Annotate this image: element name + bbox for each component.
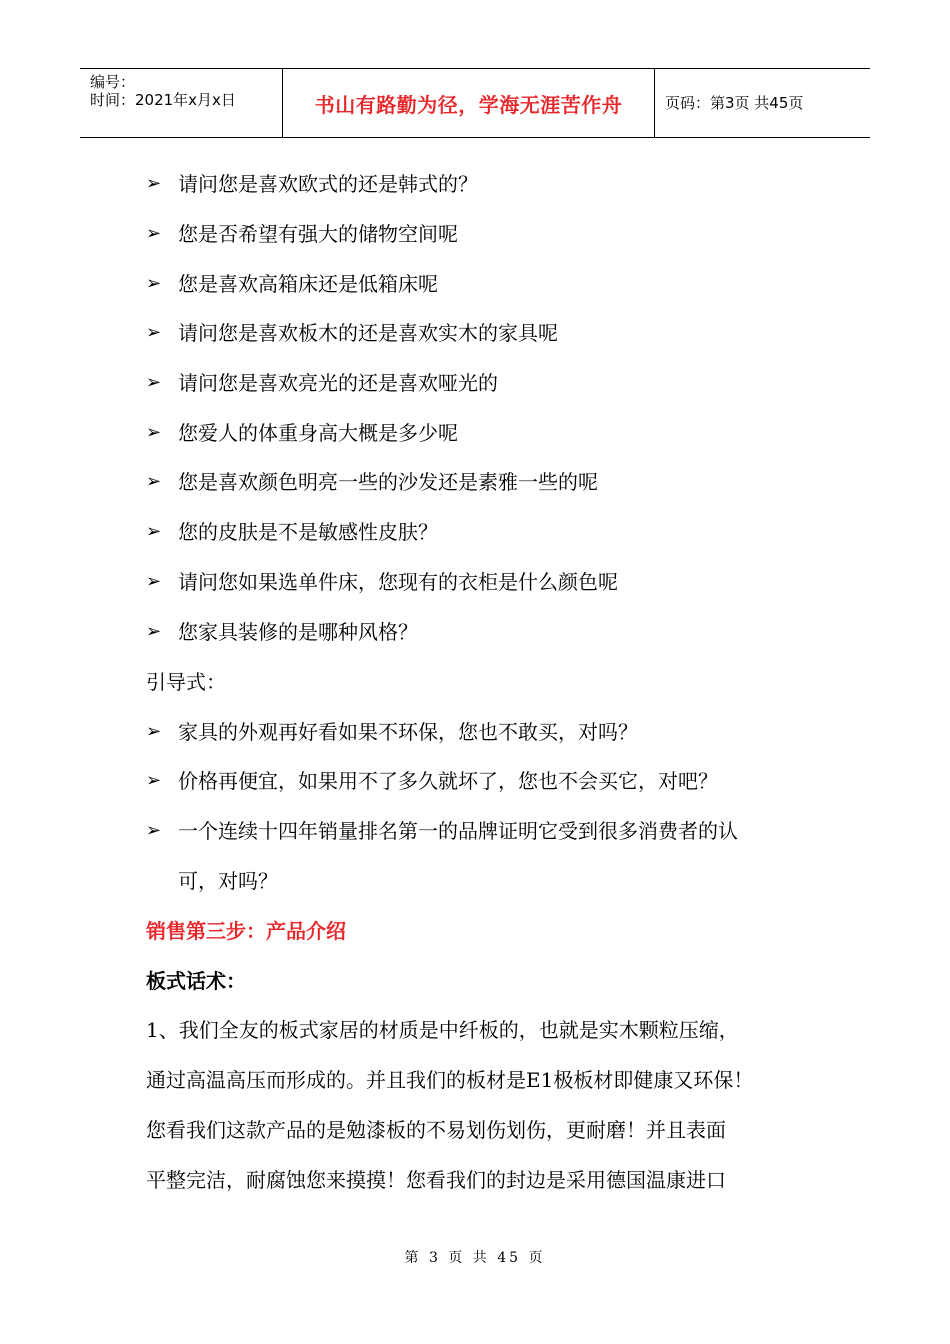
question-item: 您是喜欢高箱床还是低箱床呢 bbox=[178, 272, 438, 296]
question-item: 您是否希望有强大的储物空间呢 bbox=[178, 222, 458, 246]
arrow-bullet-icon: ➢ bbox=[146, 521, 162, 542]
arrow-bullet-icon: ➢ bbox=[146, 322, 162, 343]
arrow-bullet-icon: ➢ bbox=[146, 571, 162, 592]
arrow-bullet-icon: ➢ bbox=[146, 372, 162, 393]
guide-item: 家具的外观再好看如果不环保，您也不敢买，对吗？ bbox=[178, 720, 638, 744]
guide-label: 引导式： bbox=[146, 670, 226, 694]
arrow-bullet-icon: ➢ bbox=[146, 770, 162, 791]
guide-item-continuation: 可，对吗？ bbox=[178, 869, 278, 893]
arrow-bullet-icon: ➢ bbox=[146, 273, 162, 294]
paragraph-line: 1、我们全友的板式家居的材质是中纤板的，也就是实木颗粒压缩， bbox=[146, 1018, 739, 1042]
arrow-bullet-icon: ➢ bbox=[146, 721, 162, 742]
page-header bbox=[80, 68, 870, 138]
page-footer: 第 3 页 共 45 页 bbox=[404, 1250, 546, 1266]
arrow-bullet-icon: ➢ bbox=[146, 820, 162, 841]
paragraph-line: 平整完洁，耐腐蚀您来摸摸！您看我们的封边是采用德国温康进口 bbox=[146, 1168, 726, 1192]
question-item: 您是喜欢颜色明亮一些的沙发还是素雅一些的呢 bbox=[178, 470, 598, 494]
header-page-cell bbox=[655, 69, 870, 137]
number-label: 编号： bbox=[90, 73, 136, 91]
guide-item: 一个连续十四年销量排名第一的品牌证明它受到很多消费者的认 bbox=[178, 819, 738, 843]
motto: 书山有路勤为径，学海无涯苦作舟 bbox=[314, 92, 623, 117]
question-item: 您爱人的体重身高大概是多少呢 bbox=[178, 421, 458, 445]
arrow-bullet-icon: ➢ bbox=[146, 471, 162, 492]
date-label: 时间：2021年x月x日 bbox=[90, 91, 236, 109]
arrow-bullet-icon: ➢ bbox=[146, 422, 162, 443]
question-item: 您的皮肤是不是敏感性皮肤？ bbox=[178, 520, 438, 544]
section-title: 销售第三步：产品介绍 bbox=[146, 919, 346, 943]
question-item: 请问您是喜欢欧式的还是韩式的？ bbox=[178, 172, 478, 196]
arrow-bullet-icon: ➢ bbox=[146, 621, 162, 642]
question-item: 请问您如果选单件床，您现有的衣柜是什么颜色呢 bbox=[178, 570, 618, 594]
header-motto-cell bbox=[283, 69, 655, 137]
question-item: 请问您是喜欢亮光的还是喜欢哑光的 bbox=[178, 371, 498, 395]
header-meta-cell bbox=[80, 69, 283, 137]
question-item: 您家具装修的是哪种风格？ bbox=[178, 620, 418, 644]
subsection-title: 板式话术： bbox=[146, 969, 246, 993]
arrow-bullet-icon: ➢ bbox=[146, 173, 162, 194]
page-info: 页码：第3页 共45页 bbox=[665, 94, 804, 112]
guide-item: 价格再便宜，如果用不了多久就坏了，您也不会买它，对吧？ bbox=[178, 769, 718, 793]
paragraph-line: 您看我们这款产品的是勉漆板的不易划伤划伤，更耐磨！并且表面 bbox=[146, 1118, 726, 1142]
question-item: 请问您是喜欢板木的还是喜欢实木的家具呢 bbox=[178, 321, 558, 345]
paragraph-line: 通过高温高压而形成的。并且我们的板材是E1极板材即健康又环保！ bbox=[146, 1068, 754, 1092]
arrow-bullet-icon: ➢ bbox=[146, 223, 162, 244]
